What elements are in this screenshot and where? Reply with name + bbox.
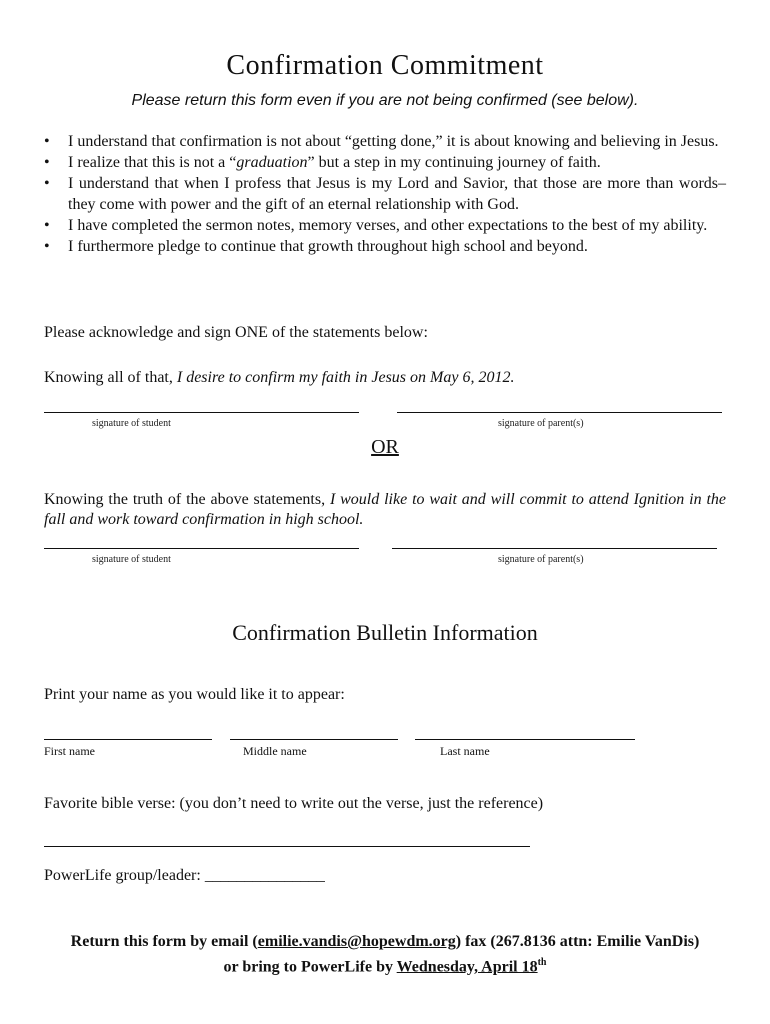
email-link[interactable]: emilie.vandis@hopewdm.org: [257, 933, 456, 950]
print-name-instruction: Print your name as you would like it to appear:: [44, 686, 345, 703]
bulletin-title: Confirmation Bulletin Information: [232, 620, 538, 645]
powerlife-group-row: [44, 867, 325, 885]
first-name-caption: First name: [44, 744, 95, 758]
bible-verse-line[interactable]: [44, 846, 530, 847]
list-item: • I furthermore pledge to continue that growth throughout high school and beyond.: [44, 238, 588, 255]
list-item: • I have completed the sermon notes, memory verses, and other expectations to the best of my ability.: [44, 217, 708, 234]
student-signature-line-1[interactable]: [44, 412, 359, 413]
footer-line-2: or bring to PowerLife by Wednesday, April 18th: [223, 957, 547, 976]
middle-name-caption: Middle name: [243, 744, 307, 758]
deadline-date: Wednesday, April 18: [396, 958, 538, 976]
middle-name-line[interactable]: [230, 739, 398, 740]
bullet-icon: •: [44, 133, 50, 150]
last-name-caption: Last name: [440, 744, 490, 758]
bullet-icon: •: [44, 217, 50, 234]
student-signature-caption: signature of student: [92, 554, 171, 565]
list-item: • I realize that this is not a “graduation” but a step in my continuing journey of faith.: [44, 154, 601, 171]
commitment-list: [44, 131, 726, 257]
student-signature-line-2[interactable]: [44, 548, 359, 549]
student-signature-caption: signature of student: [92, 418, 171, 429]
bullet-icon: •: [44, 175, 50, 192]
parent-signature-line-2[interactable]: [392, 548, 717, 549]
or-divider: OR: [371, 436, 399, 458]
powerlife-group-label: PowerLife group/leader:: [44, 867, 201, 884]
footer-line-1: Return this form by email (emilie.vandis@hopewdm.org) fax (267.8136 attn: Emilie VanDis): [70, 933, 700, 950]
last-name-line[interactable]: [415, 739, 635, 740]
parent-signature-caption: signature of parent(s): [498, 418, 584, 429]
option2-statement: I would like to wait and will commit to attend Ignition in the fall and work toward confirmation in high school.: [44, 491, 727, 528]
acknowledge-text: Please acknowledge and sign ONE of the statements below:: [44, 324, 428, 341]
bible-verse-label: Favorite bible verse: (you don’t need to write out the verse, just the reference): [44, 795, 544, 812]
parent-signature-line-1[interactable]: [397, 412, 722, 413]
parent-signature-caption: signature of parent(s): [498, 554, 584, 565]
powerlife-group-blank[interactable]: _______________: [204, 867, 325, 884]
page-subtitle: Please return this form even if you are not being confirmed (see below).: [131, 92, 639, 109]
bullet-icon: •: [44, 238, 50, 255]
option2-text: Knowing the truth of the above statements, I would like to wait and will commit to attend Ignition in the fall and work toward confirmation in high school.: [44, 491, 727, 528]
list-item: • I understand that when I profess that Jesus is my Lord and Savior, that those are more than words– they come with power and the gift of an eternal relationship with God.: [44, 175, 726, 213]
bullet-icon: •: [44, 154, 50, 171]
option1-statement: I desire to confirm my faith in Jesus on May 6, 2012.: [176, 369, 515, 386]
option1-text: Knowing all of that, I desire to confirm my faith in Jesus on May 6, 2012.: [44, 369, 515, 386]
page-title: Confirmation Commitment: [226, 50, 544, 81]
list-item: • I understand that confirmation is not about “getting done,” it is about knowing and believing in Jesus.: [44, 133, 719, 150]
first-name-line[interactable]: [44, 739, 212, 740]
